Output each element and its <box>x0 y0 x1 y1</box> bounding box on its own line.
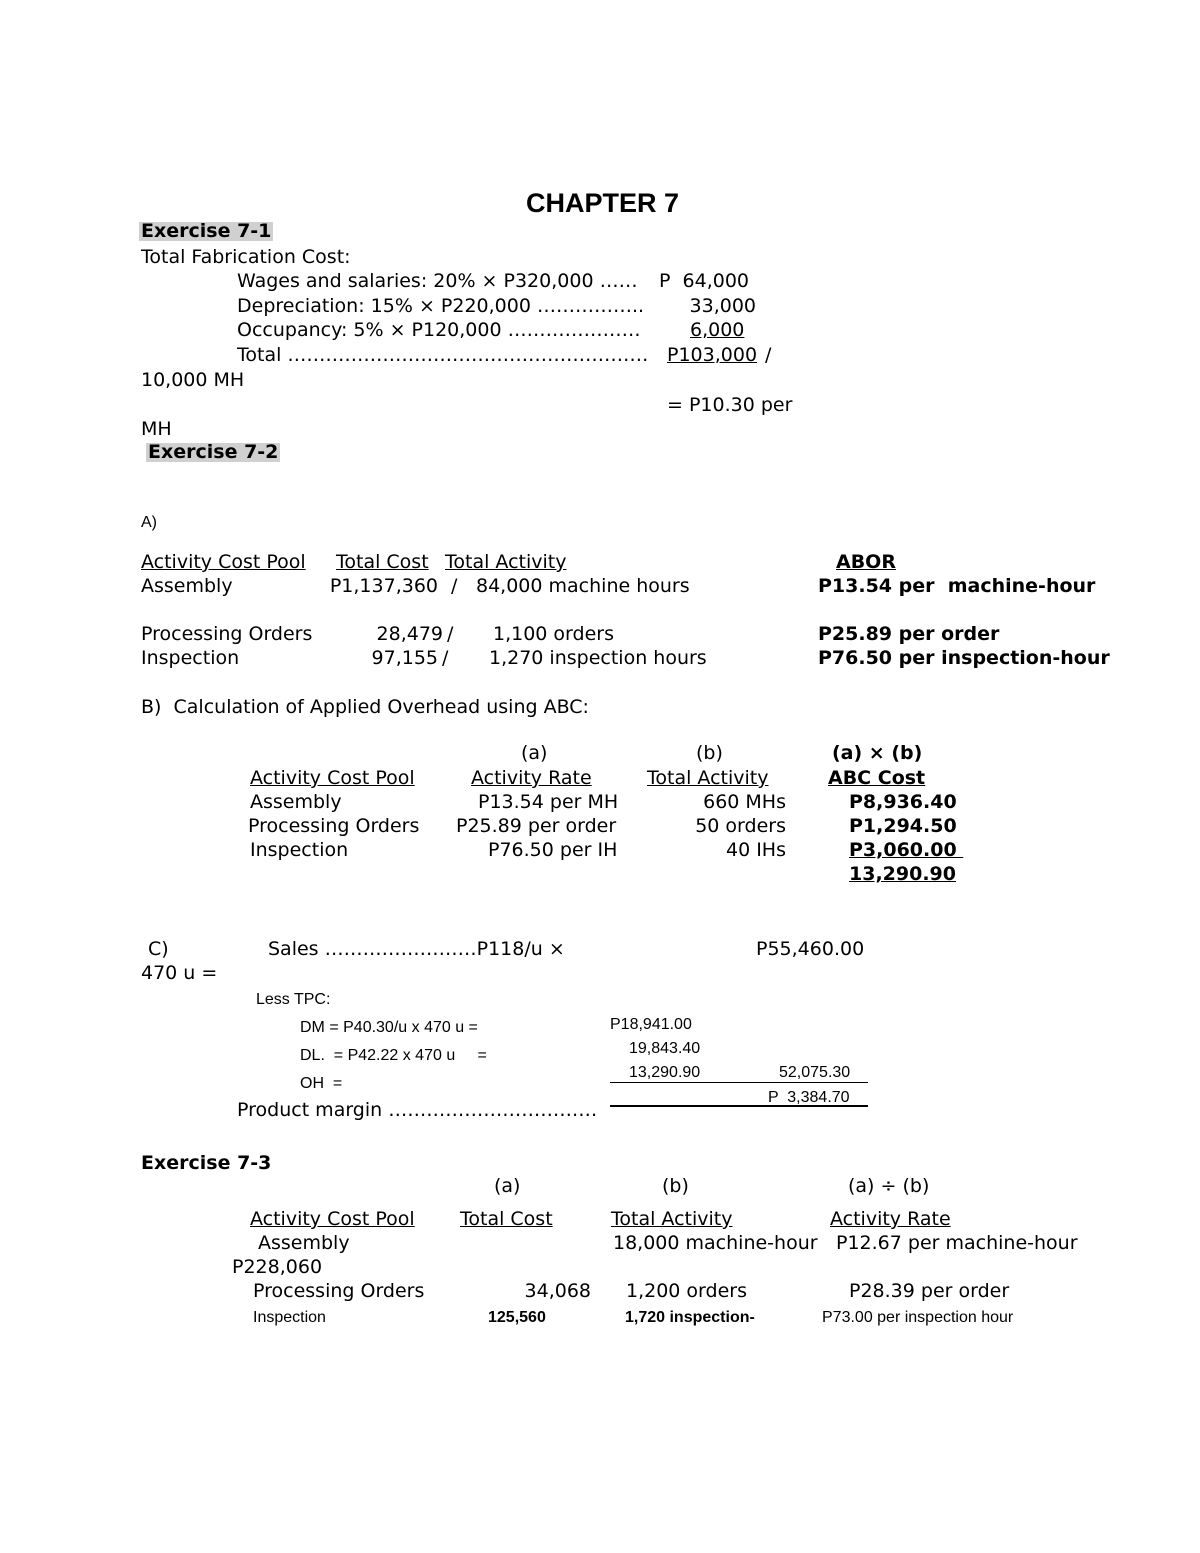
ex2b-row-inspection-activity: 40 IHs <box>725 839 786 861</box>
ex2b-header-abc-cost: ABC Cost <box>828 767 926 789</box>
ex3-header-rate: Activity Rate <box>830 1208 951 1230</box>
ex2a-row-assembly-activity: 84,000 machine hours <box>476 575 690 597</box>
ex2b-letter-a: (a) <box>521 742 548 764</box>
ex2a-header-activity: Total Activity <box>445 551 567 573</box>
ex1-occupancy-label: Occupancy: 5% × P120,000 ………………… <box>237 319 641 341</box>
ex1-divide-slash: / <box>765 344 772 366</box>
ex3-row-inspection-cost: 125,560 <box>488 1309 546 1326</box>
exercise-7-2-heading: Exercise 7-2 <box>148 441 279 463</box>
ex1-divisor: 10,000 MH <box>141 369 245 391</box>
ex2b-letter-ab: (a) × (b) <box>832 742 923 764</box>
ex2a-row-assembly-pool: Assembly <box>141 575 233 597</box>
ex1-total-amount: P103,000 <box>667 344 758 366</box>
ex3-row-assembly-pool: Assembly <box>258 1232 350 1254</box>
ex3-row-orders-rate: P28.39 per order <box>849 1280 1010 1302</box>
ex2a-row-orders-rate: P25.89 per order <box>818 623 1000 645</box>
ex3-row-orders-cost: 34,068 <box>524 1280 591 1302</box>
ex2-part-b-label: B) Calculation of Applied Overhead using ABC: <box>141 696 589 718</box>
ex2a-row-orders-cost: 28,479 <box>376 623 443 645</box>
ex2c-oh-label: OH = <box>300 1075 343 1092</box>
ex2a-row-orders-slash: / <box>447 623 454 645</box>
ex2a-row-orders-activity: 1,100 orders <box>493 623 614 645</box>
ex3-row-assembly-activity: 18,000 machine-hour <box>613 1232 818 1254</box>
ex2b-row-inspection-pool: Inspection <box>250 839 349 861</box>
ex3-row-orders-activity: 1,200 orders <box>626 1280 747 1302</box>
ex2c-dm-label: DM = P40.30/u x 470 u = <box>300 1019 478 1036</box>
ex1-result-unit: MH <box>141 418 172 440</box>
ex2b-row-orders-cost: P1,294.50 <box>849 815 957 837</box>
ex2c-units: 470 u = <box>141 962 218 984</box>
ex2b-header-activity: Total Activity <box>647 767 769 789</box>
ex2a-row-inspection-cost: 97,155 <box>371 647 438 669</box>
ex2c-margin-amount: P 3,384.70 <box>768 1089 850 1106</box>
ex2a-row-inspection-slash: / <box>442 647 449 669</box>
ex2c-tpc-total: 52,075.30 <box>779 1064 851 1081</box>
ex1-wages-label: Wages and salaries: 20% × P320,000 …… <box>237 270 638 292</box>
ex2b-row-assembly-rate: P13.54 per MH <box>478 791 619 813</box>
ex2a-header-abor: ABOR <box>836 551 896 573</box>
ex2c-oh-amount: 13,290.90 <box>629 1064 701 1081</box>
ex1-depreciation-label: Depreciation: 15% × P220,000 …………….. <box>237 295 645 317</box>
ex2a-row-orders-pool: Processing Orders <box>141 623 313 645</box>
ex1-result: = P10.30 per <box>667 394 793 416</box>
ex2b-row-inspection-cost: P3,060.00 <box>849 839 964 861</box>
ex2a-header-pool: Activity Cost Pool <box>141 551 306 573</box>
ex1-occupancy-amount: 6,000 <box>690 319 745 341</box>
ex2c-dl-amount: 19,843.40 <box>629 1040 701 1057</box>
ex1-depreciation-amount: 33,000 <box>689 295 756 317</box>
ex3-row-assembly-rate: P12.67 per machine-hour <box>836 1232 1078 1254</box>
ex3-row-assembly-cost: P228,060 <box>232 1256 323 1278</box>
ex2c-sales-label: Sales ……………………P118/u × <box>268 938 565 960</box>
ex2a-row-assembly-slash: / <box>451 575 458 597</box>
ex2a-row-inspection-activity: 1,270 inspection hours <box>489 647 707 669</box>
ex3-row-inspection-activity: 1,720 inspection- <box>625 1309 755 1326</box>
ex2b-row-orders-activity: 50 orders <box>695 815 786 837</box>
ex2a-row-assembly-cost: P1,137,360 <box>329 575 438 597</box>
ex2c-dl-label: DL. = P42.22 x 470 u = <box>300 1047 487 1064</box>
ex3-row-inspection-rate: P73.00 per inspection hour <box>822 1309 1014 1326</box>
ex2b-letter-b: (b) <box>696 742 723 764</box>
ex3-row-inspection-pool: Inspection <box>253 1309 326 1326</box>
exercise-7-1-heading: Exercise 7-1 <box>141 220 272 242</box>
exercise-7-3-heading: Exercise 7-3 <box>141 1152 272 1174</box>
ex3-header-cost: Total Cost <box>460 1208 553 1230</box>
ex2a-row-assembly-rate: P13.54 per machine-hour <box>818 575 1096 597</box>
ex2c-margin-label: Product margin …………………………… <box>237 1099 598 1121</box>
ex2b-row-assembly-pool: Assembly <box>250 791 342 813</box>
ex1-total-label: Total ………………………………………………… <box>237 344 649 366</box>
ex2c-less-tpc: Less TPC: <box>256 991 331 1008</box>
ex3-letter-b: (b) <box>662 1175 689 1197</box>
ex2b-row-orders-pool: Processing Orders <box>248 815 420 837</box>
ex2c-label: C) <box>148 938 169 960</box>
ex2b-header-pool: Activity Cost Pool <box>250 767 415 789</box>
ex3-header-pool: Activity Cost Pool <box>250 1208 415 1230</box>
ex2b-row-assembly-cost: P8,936.40 <box>849 791 957 813</box>
ex2a-row-inspection-pool: Inspection <box>141 647 240 669</box>
ex2b-row-orders-rate: P25.89 per order <box>456 815 617 837</box>
ex2a-header-cost: Total Cost <box>336 551 429 573</box>
ex3-row-orders-pool: Processing Orders <box>253 1280 425 1302</box>
ex3-header-activity: Total Activity <box>611 1208 733 1230</box>
ex2b-total-cost: 13,290.90 <box>849 863 956 885</box>
ex3-letter-a: (a) <box>494 1175 521 1197</box>
page-title: CHAPTER 7 <box>526 188 680 218</box>
ex2-part-a-label: A) <box>141 514 157 531</box>
ex2b-row-assembly-activity: 660 MHs <box>703 791 786 813</box>
ex2a-row-inspection-rate: P76.50 per inspection-hour <box>818 647 1110 669</box>
ex3-letter-ab: (a) ÷ (b) <box>848 1175 930 1197</box>
ex2c-subtotal-rule <box>610 1082 868 1083</box>
ex2b-row-inspection-rate: P76.50 per IH <box>488 839 618 861</box>
ex2c-dm-amount: P18,941.00 <box>610 1016 692 1033</box>
ex1-intro: Total Fabrication Cost: <box>141 246 351 268</box>
ex2c-sales-amount: P55,460.00 <box>756 938 865 960</box>
ex2b-header-rate: Activity Rate <box>471 767 592 789</box>
ex1-wages-amount: P 64,000 <box>659 270 750 292</box>
